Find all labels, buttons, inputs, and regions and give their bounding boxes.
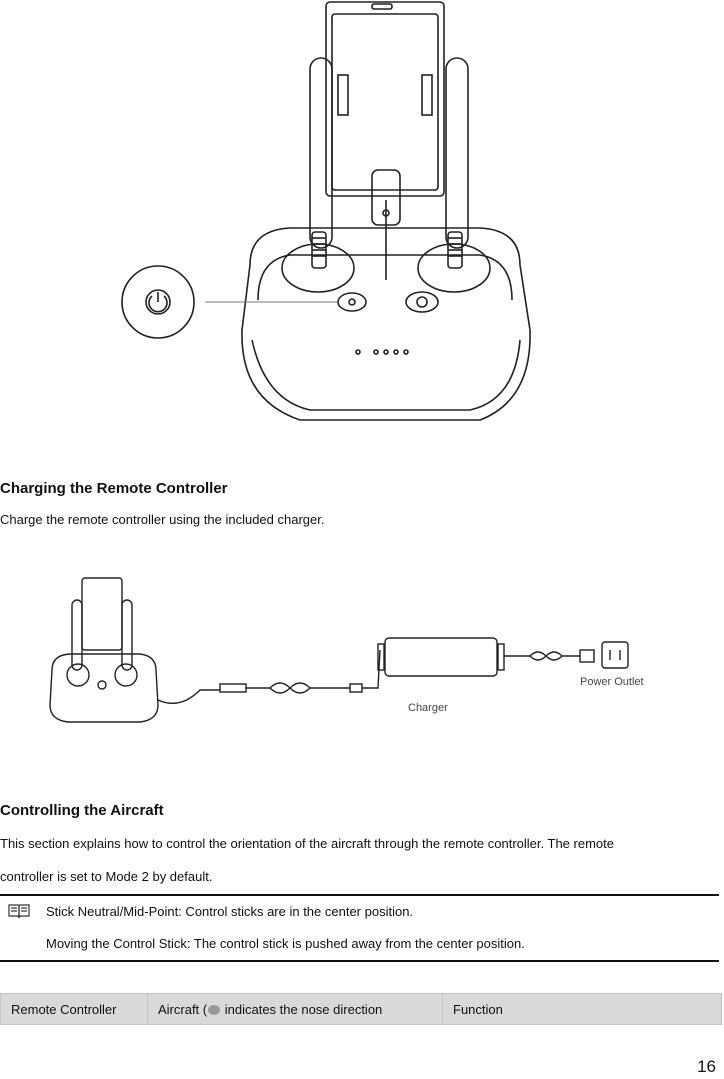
table-header-row (1, 994, 722, 1025)
nose-direction-icon (208, 1005, 220, 1015)
col-aircraft-prefix: Aircraft ( (158, 1001, 208, 1017)
note-line1: Stick Neutral/Mid-Point: Control sticks are in the center position. (46, 904, 414, 919)
col-aircraft (148, 994, 443, 1025)
col-function: Function (443, 994, 722, 1025)
note-line2: Moving the Control Stick: The control stick is pushed away from the center position. (46, 936, 525, 951)
charging-diagram (40, 570, 680, 740)
note-bottom-rule (0, 960, 719, 962)
charging-heading: Charging the Remote Controller (0, 480, 228, 497)
charger-label: Charger (408, 702, 448, 714)
controlling-text-line2: controller is set to Mode 2 by default. (0, 869, 213, 884)
controlling-heading: Controlling the Aircraft (0, 802, 164, 819)
col-aircraft-suffix: indicates the nose direction (221, 1001, 383, 1017)
controlling-text-line1: This section explains how to control the orientation of the aircraft through the remote controller. The remote (0, 836, 614, 851)
remote-controller-figure (100, 0, 560, 440)
power-outlet-label: Power Outlet (580, 676, 644, 688)
charging-text: Charge the remote controller using the included charger. (0, 512, 325, 527)
book-icon (8, 903, 30, 919)
controls-table (0, 993, 722, 1025)
page-number: 16 (697, 1057, 716, 1076)
note-top-rule (0, 894, 719, 896)
col-remote-controller: Remote Controller (1, 994, 148, 1025)
